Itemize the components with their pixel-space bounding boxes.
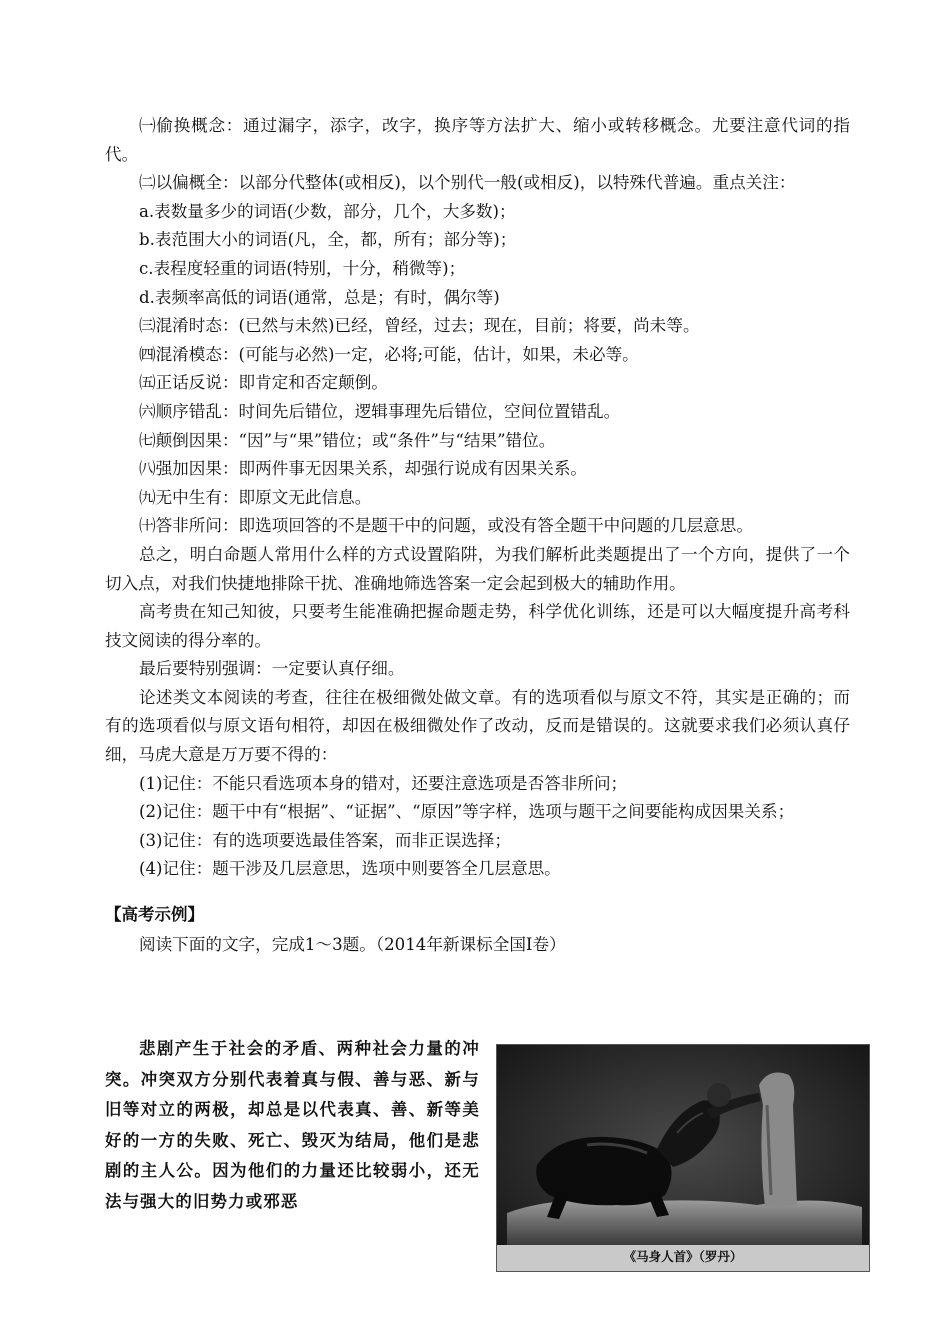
- summary-paragraph: 总之，明白命题人常用什么样的方式设置陷阱，为我们解析此类题提出了一个方向，提供了一个切入点，对我们快捷地排除干扰、准确地筛选答案一定会起到极大的辅助作用。: [105, 544, 850, 593]
- excerpt-text: 悲剧产生于社会的矛盾、两种社会力量的冲突。冲突双方分别代表着真与假、善与恶、新与旧等对立的两极，却总是以代表真、善、新等美好的一方的失败、死亡、毁灭为结局，他们是悲剧的主人公。因为他们的力量还比较弱小，还无法与强大的旧势力或邪恶: [105, 1039, 480, 1211]
- point-2-overgeneralization: ㈡以偏概全：以部分代整体(或相反)，以个别代一般(或相反)，以特殊代普遍。重点关注：: [139, 173, 796, 193]
- reminder-1: (1)记住：不能只看选项本身的错对，还要注意选项是否答非所问；: [139, 773, 628, 793]
- reminder-4: (4)记住：题干涉及几层意思，选项中则要答全几层意思。: [139, 859, 561, 879]
- gaokao-paragraph: 高考贵在知己知彼，只要考生能准确把握命题走势，科学优化训练，还是可以大幅度提升高考科技文阅读的得分率的。: [105, 602, 850, 650]
- reading-excerpt: [105, 1034, 480, 1217]
- sub-item-d: d.表频率高低的词语(通常，总是；有时，偶尔等): [139, 287, 500, 307]
- point-8-forced-causality: ㈧强加因果：即两件事无因果关系，却强行说成有因果关系。: [139, 459, 588, 479]
- emphasis-paragraph: 最后要特别强调：一定要认真仔细。: [139, 659, 405, 679]
- photo-caption: 《马身人首》（罗丹）: [623, 1249, 743, 1264]
- sub-item-c: c.表程度轻重的词语(特别，十分，稍微等)；: [139, 258, 466, 278]
- section-heading: 【高考示例】: [105, 905, 204, 925]
- reminder-2: (2)记住：题干中有“根据”、“证据”、“原因”等字样，选项与题干之间要能构成因果关系；: [139, 802, 795, 822]
- body-text: [105, 112, 850, 960]
- sub-item-a: a.表数量多少的词语(少数，部分，几个，大多数)；: [139, 201, 516, 221]
- point-9-fabrication: ㈨无中生有：即原文无此信息。: [139, 487, 372, 507]
- point-3-tense: ㈢混淆时态：(已然与未然)已经，曾经，过去；现在，目前；将要，尚未等。: [139, 316, 700, 336]
- reading-instruction: 阅读下面的文字，完成1～3题。（2014年新课标全国Ⅰ卷）: [139, 935, 566, 955]
- point-5-reversal: ㈤正话反说：即肯定和否定颠倒。: [139, 373, 388, 393]
- point-1-concept-swap: ㈠偷换概念：通过漏字，添字，改字，换序等方法扩大、缩小或转移概念。尤要注意代词的指代。: [105, 116, 850, 164]
- reminder-3: (3)记住：有的选项要选最佳答案，而非正误选择；: [139, 830, 511, 850]
- sub-item-b: b.表范围大小的词语(凡，全，都，所有；部分等)；: [139, 230, 517, 250]
- sculpture-photo: [496, 1044, 870, 1272]
- point-4-modality: ㈣混淆模态：(可能与必然)一定，必将;可能，估计，如果，未必等。: [139, 344, 639, 364]
- sculpture-image: [497, 1045, 869, 1271]
- point-6-order: ㈥顺序错乱：时间先后错位，逻辑事理先后错位，空间位置错乱。: [139, 401, 621, 421]
- point-10-irrelevant-answer: ㈩答非所问：即选项回答的不是题干中的问题，或没有答全题干中问题的几层意思。: [139, 516, 753, 536]
- argumentative-reading-paragraph: 论述类文本阅读的考查，往往在极细微处做文章。有的选项看似与原文不符，其实是正确的；而有的选项看似与原文语句相符，却因在极细微处作了改动，反而是错误的。这就要求我们必须认真仔细，马虎大意是万万要不得的：: [105, 687, 850, 765]
- point-7-cause-effect: ㈦颠倒因果：“因”与“果”错位；或“条件”与“结果”错位。: [139, 430, 556, 450]
